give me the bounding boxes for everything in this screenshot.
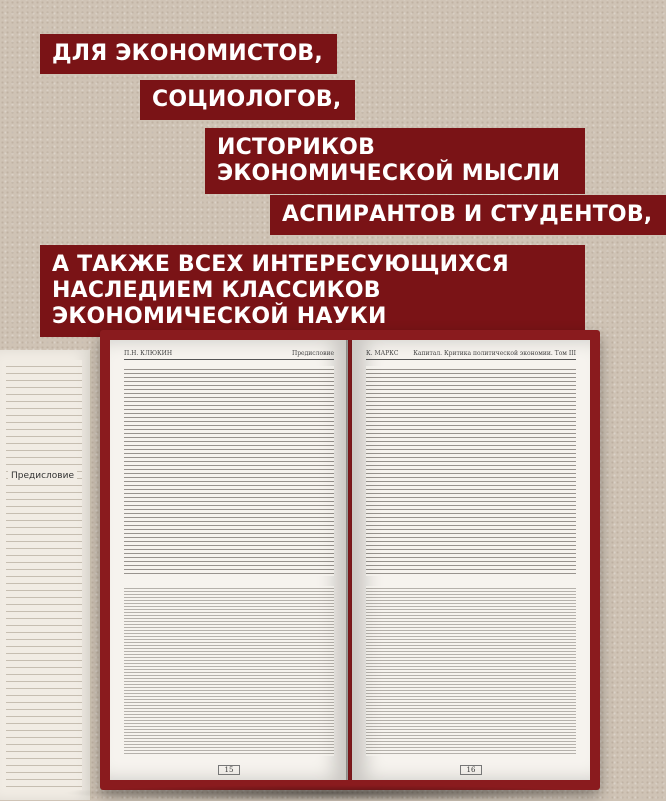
- left-body-text: [124, 366, 334, 576]
- right-body-text: [366, 366, 576, 576]
- open-book: [100, 330, 600, 790]
- side-text-lines: [6, 360, 82, 790]
- side-stack-label: Предисловие: [8, 470, 77, 482]
- tagline-economists: ДЛЯ ЭКОНОМИСТОВ,: [40, 34, 337, 74]
- tagline-students: АСПИРАНТОВ И СТУДЕНТОВ,: [270, 195, 666, 235]
- right-head-author: К. МАРКС: [366, 350, 399, 357]
- left-footnotes: [124, 586, 334, 756]
- left-head-author: П.Н. КЛЮКИН: [124, 350, 173, 357]
- right-head-title: Капитал. Критика политической экономии. Том III: [413, 350, 576, 357]
- book-shadow: [60, 785, 600, 801]
- tagline-group: [0, 0, 653, 330]
- left-page-number: 15: [110, 766, 348, 774]
- right-page-number: 16: [352, 766, 590, 774]
- right-running-head: [366, 350, 576, 360]
- left-head-section: Предисловие: [291, 350, 334, 357]
- tagline-historians: ИСТОРИКОВ ЭКОНОМИЧЕСКОЙ МЫСЛИ: [205, 128, 585, 194]
- left-page: [110, 340, 348, 780]
- right-page: [352, 340, 590, 780]
- tagline-all-interested: А ТАКЖЕ ВСЕХ ИНТЕРЕСУЮЩИХСЯ НАСЛЕДИЕМ КЛАССИКОВ ЭКОНОМИЧЕСКОЙ НАУКИ: [40, 245, 585, 337]
- tagline-sociologists: СОЦИОЛОГОВ,: [140, 80, 355, 120]
- side-book-stack: [0, 350, 91, 800]
- left-running-head: [124, 350, 334, 360]
- right-footnotes: [366, 586, 576, 756]
- book-photo: [0, 330, 600, 800]
